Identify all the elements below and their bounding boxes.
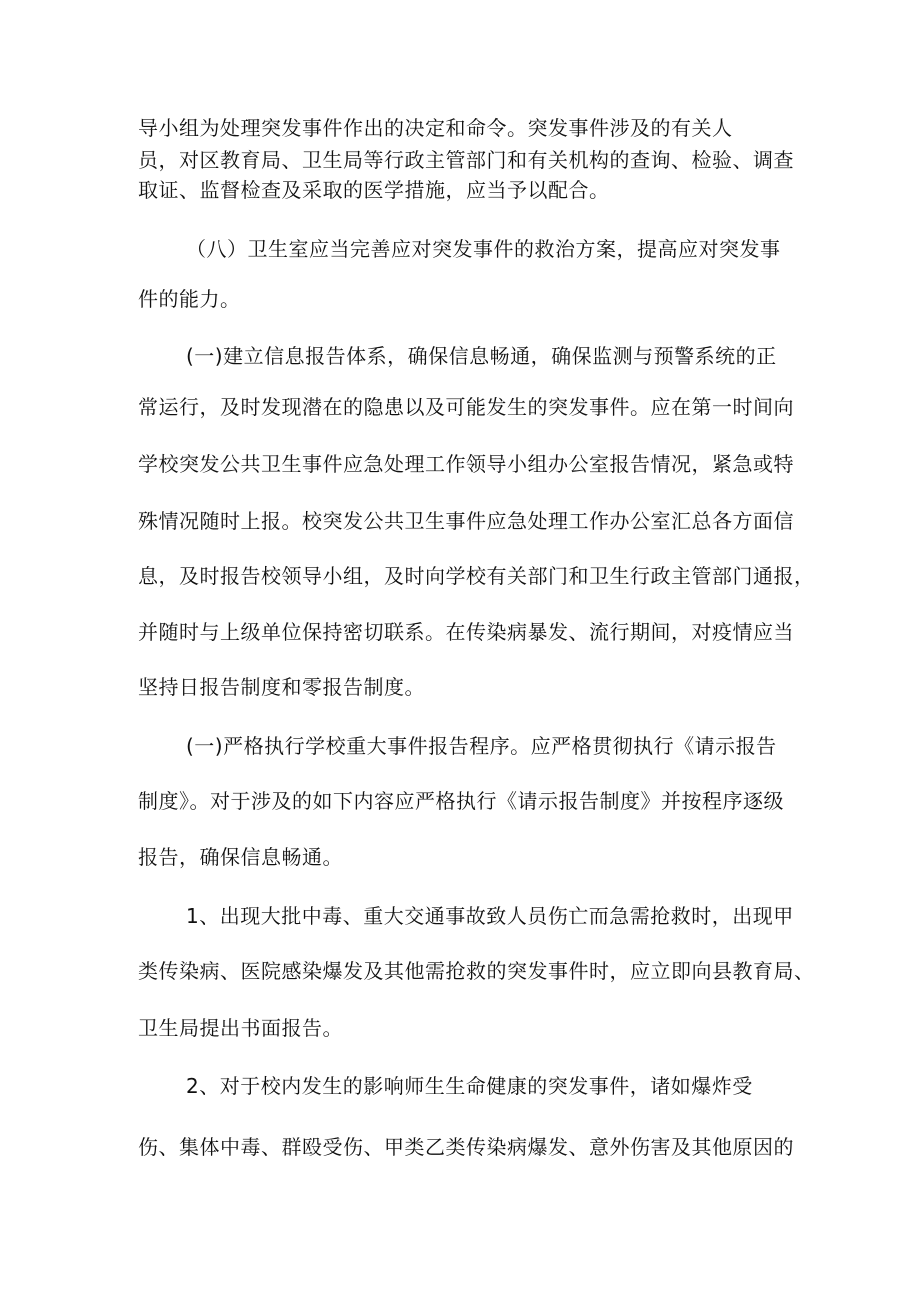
text-line: (一)严格执行学校重大事件报告程序。应严格贯彻执行《请示报告 xyxy=(186,734,777,758)
text-line: 报告，确保信息畅通。 xyxy=(138,845,343,869)
text-line: 常运行，及时发现潜在的隐患以及可能发生的突发事件。应在第一时间向 xyxy=(138,395,794,419)
text-line: 取证、监督检查及采取的医学措施，应当予以配合。 xyxy=(138,178,610,202)
text-line: 员，对区教育局、卫生局等行政主管部门和有关机构的查询、检验、调查 xyxy=(138,148,794,172)
text-line: 卫生局提出书面报告。 xyxy=(138,1016,343,1040)
text-line: 坚持日报告制度和零报告制度。 xyxy=(138,675,425,699)
text-line: 2、对于校内发生的影响师生生命健康的突发事件，诸如爆炸受 xyxy=(186,1074,753,1098)
text-line: 类传染病、医院感染爆发及其他需抢救的突发事件时，应立即向县教育局、 xyxy=(138,959,815,983)
text-line: 制度》。对于涉及的如下内容应严格执行《请示报告制度》并按程序逐级 xyxy=(138,789,784,813)
text-line: 件的能力。 xyxy=(138,287,241,311)
text-line: 并随时与上级单位保持密切联系。在传染病暴发、流行期间，对疫情应当 xyxy=(138,620,794,644)
text-line: 殊情况随时上报。校突发公共卫生事件应急处理工作办公室汇总各方面信 xyxy=(138,509,794,533)
text-line: 伤、集体中毒、群殴受伤、甲类乙类传染病爆发、意外伤害及其他原因的 xyxy=(138,1135,794,1159)
text-line: （八）卫生室应当完善应对突发事件的救治方案，提高应对突发事 xyxy=(186,237,781,261)
text-line: 学校突发公共卫生事件应急处理工作领导小组办公室报告情况，紧急或特 xyxy=(138,452,794,476)
text-line: 息，及时报告校领导小组，及时向学校有关部门和卫生行政主管部门通报， xyxy=(138,564,815,588)
text-line: 导小组为处理突发事件作出的决定和命令。突发事件涉及的有关人 xyxy=(138,116,733,140)
text-line: 1、出现大批中毒、重大交通事故致人员伤亡而急需抢救时，出现甲 xyxy=(186,904,794,928)
text-line: (一)建立信息报告体系，确保信息畅通，确保监测与预警系统的正 xyxy=(186,344,777,368)
